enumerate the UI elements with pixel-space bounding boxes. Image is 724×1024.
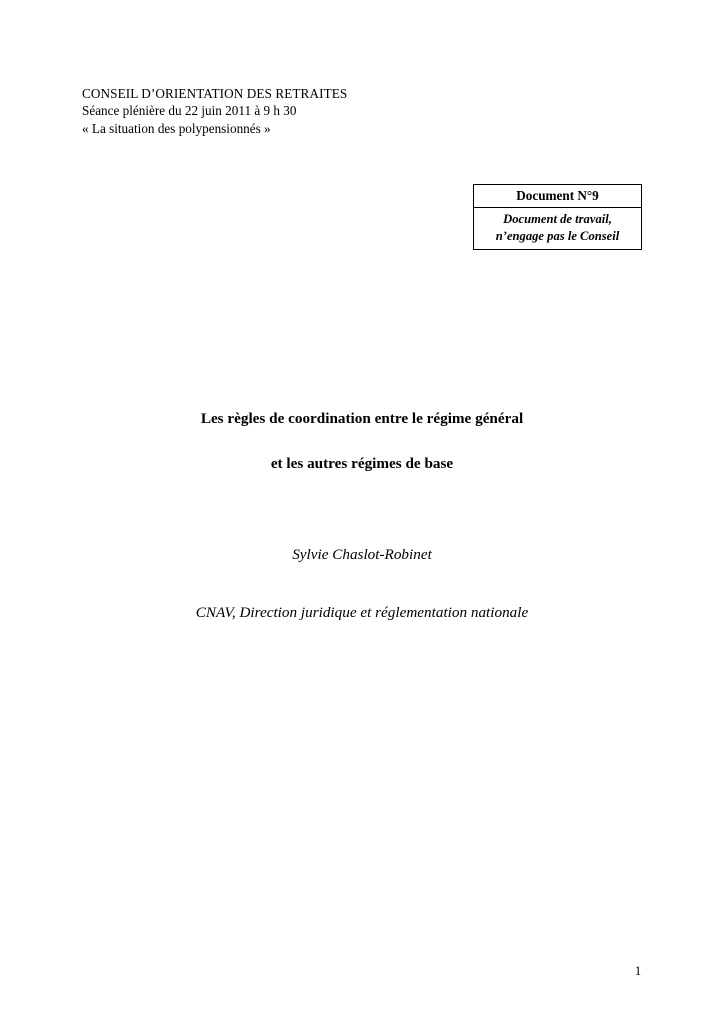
document-disclaimer (474, 208, 641, 249)
author-affiliation: CNAV, Direction juridique et réglementation nationale (195, 604, 529, 621)
document-number-box (473, 184, 642, 250)
header-block (82, 85, 347, 137)
session-info: Séance plénière du 22 juin 2011 à 9 h 30 (82, 103, 297, 119)
organization-name: CONSEIL D’ORIENTATION DES RETRAITES (82, 86, 348, 101)
author-block (0, 546, 724, 564)
page-number (0, 964, 724, 979)
page-number-value: 1 (634, 964, 642, 978)
page-title (0, 408, 724, 475)
document-disclaimer-line-1: Document de travail, (503, 212, 612, 226)
page-title-line-1: Les règles de coordination entre le régime général (200, 410, 524, 427)
session-theme: « La situation des polypensionnés » (82, 120, 271, 136)
document-disclaimer-line-2: n’engage pas le Conseil (495, 229, 620, 243)
author-name: Sylvie Chaslot-Robinet (292, 546, 432, 563)
document-number-label: Document N°9 (474, 185, 641, 208)
page-title-line-2: et les autres régimes de base (270, 455, 454, 473)
